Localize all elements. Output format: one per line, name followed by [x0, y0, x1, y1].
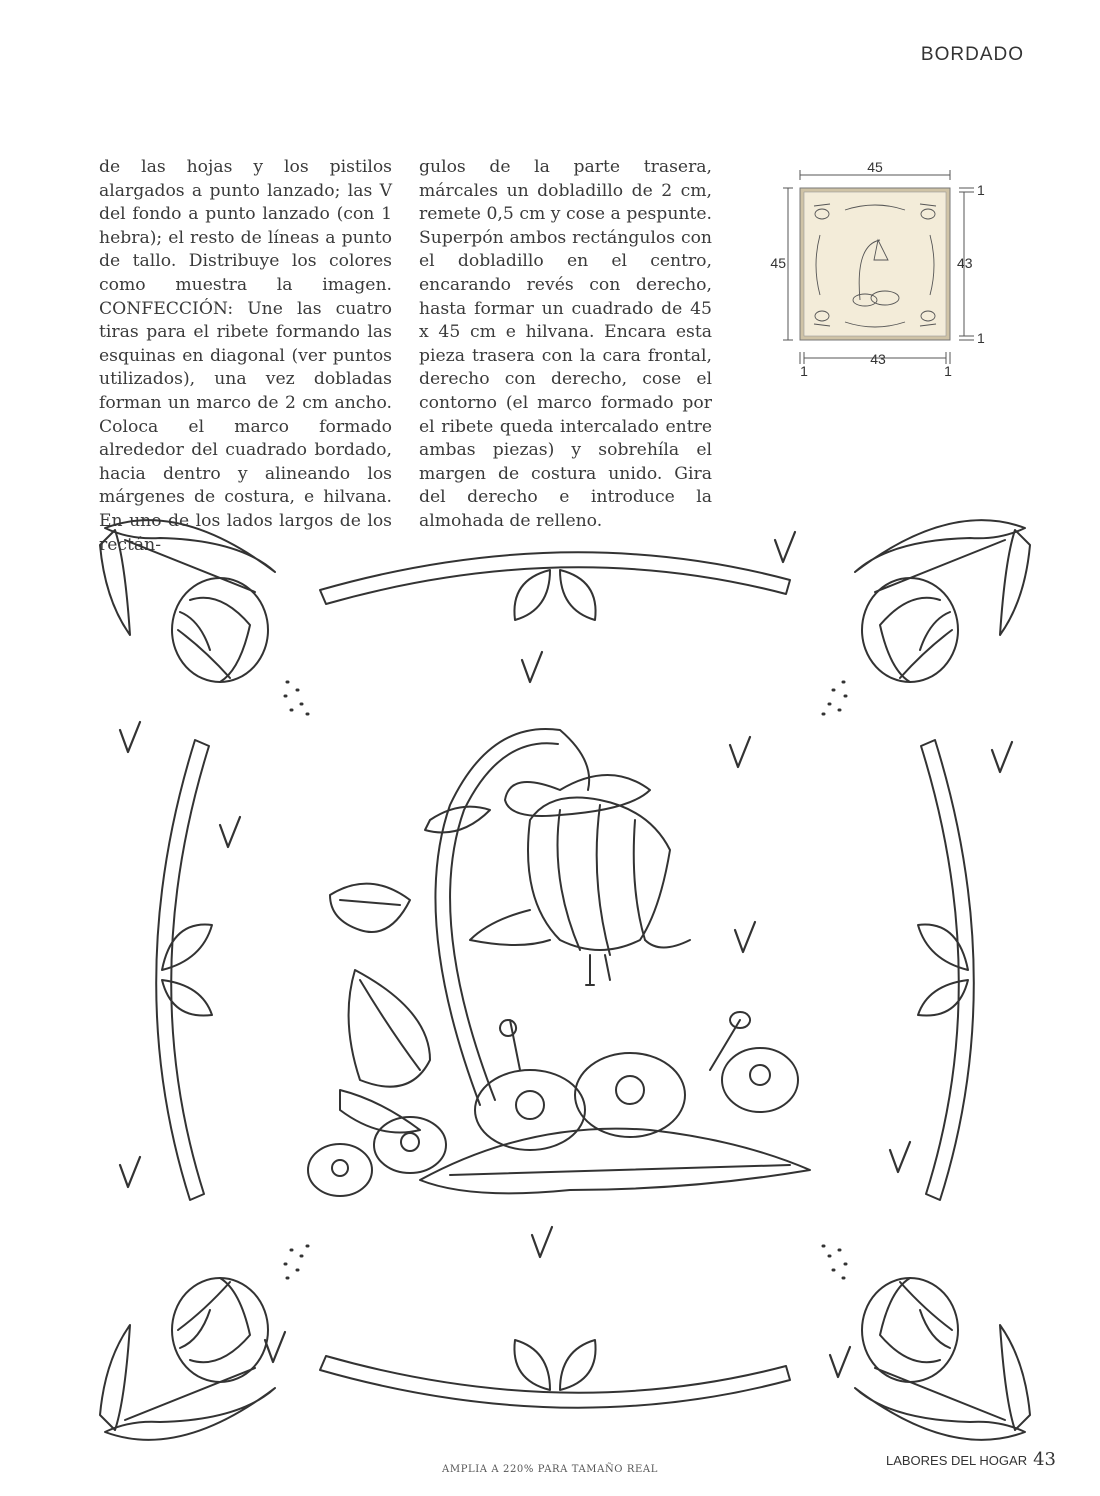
- top-arch-with-leaves: [320, 552, 790, 620]
- left-height-label: 45: [770, 255, 786, 271]
- cushion-fabric: [804, 192, 946, 336]
- flower-cluster: [308, 1012, 810, 1196]
- embroidery-pattern: [90, 500, 1040, 1460]
- right-height-label: 43: [957, 255, 973, 271]
- bud-bottom-right: [823, 1246, 1030, 1440]
- text-column-2: [419, 156, 712, 534]
- bottom-arch-with-leaves: [320, 1340, 790, 1408]
- bud-top-left: [100, 520, 308, 714]
- bottom-left-margin-label: 1: [800, 363, 808, 379]
- bellflower: [470, 775, 690, 985]
- left-leaves: [330, 807, 490, 1133]
- cushion-dimension-diagram: [770, 160, 1000, 382]
- bottom-right-margin-label: 1: [944, 363, 952, 379]
- pattern-caption: AMPLIA A 220% PARA TAMAÑO REAL: [442, 1464, 658, 1475]
- paragraph: de las hojas y los pistilos alargados a punto lanzado; las V del fondo a punto lanzado (con 1 hebra); el resto de líneas a punto de tallo. Distribuye los colores como muestra la imagen. CONFECCIÓN: Une las cuatro tiras para el ribete formando las esquinas en diagonal (ver puntos utilizados), una vez dobladas forman un marco de 2 cm ancho. Coloca el marco formado alrededor del cuadrado bordado, hacia dentro y alineando los márgenes de costura, e hilvana. En uno de los lados largos de los rectán-: [99, 157, 392, 555]
- right-bottom-margin-label: 1: [977, 330, 985, 346]
- right-top-margin-label: 1: [977, 182, 985, 198]
- page-footer: [886, 1449, 1056, 1470]
- magazine-name: LABORES DEL HOGAR: [885, 1453, 1028, 1468]
- bud-top-right: [823, 520, 1030, 714]
- text-column-1: [99, 156, 392, 557]
- v-stitch-marks: [120, 532, 1012, 1377]
- bottom-width-label: 43: [870, 351, 886, 367]
- bud-bottom-left: [100, 1246, 308, 1440]
- left-arch-with-leaves: [156, 740, 212, 1200]
- top-width-label: 45: [867, 160, 883, 175]
- right-arch-with-leaves: [918, 740, 974, 1200]
- section-label: BORDADO: [920, 44, 1024, 65]
- page-number: 43: [1033, 1449, 1056, 1470]
- paragraph: gulos de la parte trasera, márcales un dobladillo de 2 cm, remete 0,5 cm y cose a pespunte. Superpón ambos rectángulos con el dobladillo en el centro, encarando revés con derecho, hasta formar un cuadrado de 45 x 45 cm e hilvana. Encara esta pieza trasera con la cara frontal, derecho con derecho, cose el contorno (el marco formado por el ribete queda intercalado entre ambas piezas) y sobrehíla el margen de costura unido. Gira del derecho e introduce la almohada de relleno.: [419, 157, 712, 531]
